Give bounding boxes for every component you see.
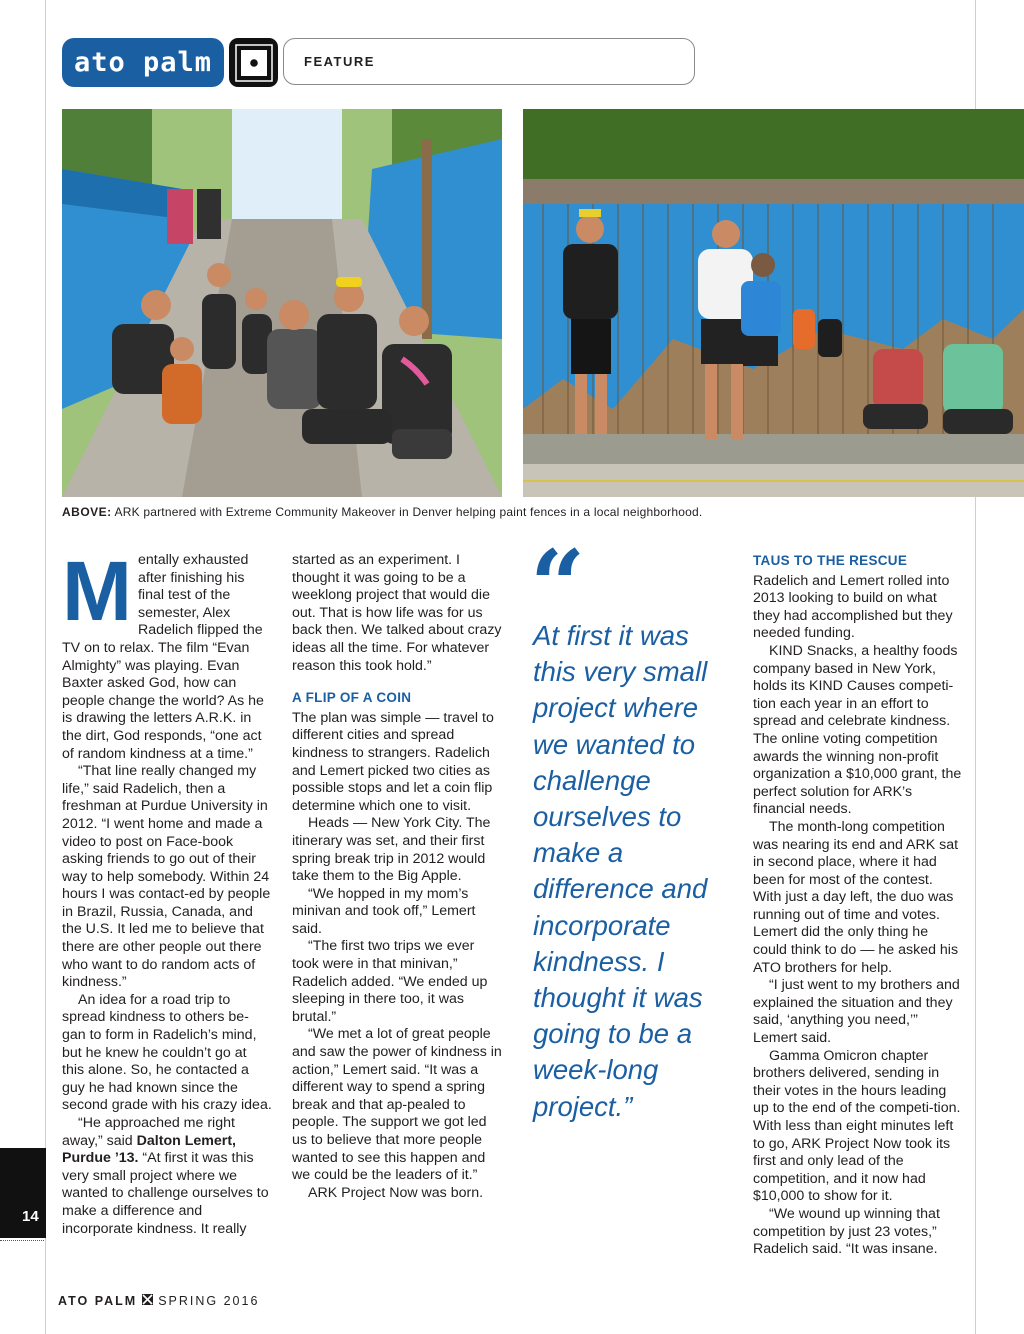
ato-cross-badge-icon bbox=[229, 38, 278, 87]
article-column-4 bbox=[753, 552, 965, 1259]
ato-palm-logo bbox=[62, 38, 224, 87]
subhead-taus-to-rescue: TAUS TO THE RESCUE bbox=[753, 553, 908, 568]
caption-text: ARK partnered with Extreme Community Makeover in Denver helping paint fences in a local neighborhood. bbox=[111, 505, 703, 519]
page-number: 14 bbox=[22, 1208, 39, 1225]
dotted-divider bbox=[0, 1240, 44, 1241]
paragraph: Radelich and Lemert rolled into 2013 looking to build on what they had accomplished but they needed funding. bbox=[753, 572, 953, 642]
paragraph: “We hopped in my mom’s minivan and took off,” Lemert said. bbox=[292, 885, 476, 937]
paragraph: “I just went to my brothers and explained the situation and they said, ‘anything you need,’” Lemert said. bbox=[753, 977, 960, 1047]
paragraph: started as an experiment. I thought it was going to be a weeklong project that would die out. That is how life was for us back then. We talked about crazy ideas all the time. For whatever reason this took hold.” bbox=[292, 552, 502, 674]
pull-quote-mark: “ bbox=[530, 529, 586, 642]
paragraph: An idea for a road trip to spread kindness to others be-gan to form in Radelich’s mind, but he knew he couldn’t go at this alone. So, he contacted a guy he had known since the second grade with his crazy idea. bbox=[62, 991, 272, 1114]
paragraph bbox=[62, 1115, 272, 1238]
paragraph: Heads — New York City. The itinerary was set, and their first spring break trip in 2012 would take them to the Big Apple. bbox=[292, 815, 491, 885]
photo-group-in-alley bbox=[62, 109, 502, 497]
pull-quote: At first it was this very small project where we wanted to challenge ourselves to make a difference and incorporate kindness. I thought it was going to be a week-long project.” bbox=[533, 620, 708, 1122]
article-column-1 bbox=[62, 544, 272, 1238]
paragraph: entally exhausted after finishing his final test of the semester, Alex Radelich flipped the TV on to relax. The film “Evan Almighty” was playing. Evan Baxter asked God, how can people change the world? As he is drawing the letters A.R.K. in the dirt, God responds, “one act of random kindness at a time.” bbox=[62, 552, 264, 762]
photo-caption bbox=[62, 505, 962, 519]
paragraph: ARK Project Now was born. bbox=[308, 1184, 484, 1201]
section-label-box bbox=[283, 38, 695, 85]
paragraph: The plan was simple — travel to different cities and spread kindness to strangers. Radelich and Lemert picked two cities as possible stops and let a coin flip determine which one to visit. bbox=[292, 709, 494, 814]
text-run: “At first it was this very small project where we wanted to challenge ourselves to make a difference and incorporate kindness. It really bbox=[62, 1150, 269, 1237]
paragraph: “That line really changed my life,” said Radelich, then a freshman at Purdue University in 2012. “I went home and made a video to post on Face-book asking friends to go out of their way to help somebody. Within 24 hours I was contact-ed by people in Brazil, Russia, Canada, and the U.S. It led me to believe that there are other people out there who want to do random acts of kindness.” bbox=[62, 763, 271, 991]
footer-issue: SPRING 2016 bbox=[158, 1294, 260, 1308]
page-footer bbox=[58, 1294, 259, 1308]
brand-wordmark: ato palm bbox=[73, 47, 213, 78]
paragraph: “The first two trips we ever took were in that minivan,” Radelich added. “We ended up sleeping in there too, it was brutal.” bbox=[292, 938, 488, 1025]
paragraph: “We wound up winning that competition by just 23 votes,” Radelich said. “It was insane. bbox=[753, 1205, 940, 1258]
photo-painting-fence bbox=[523, 109, 1024, 497]
drop-cap: M bbox=[62, 544, 132, 638]
article-column-2 bbox=[292, 552, 504, 1202]
subhead-flip-of-coin: A FLIP OF A COIN bbox=[292, 690, 412, 706]
paragraph: Gamma Omicron chapter brothers delivered, sending in their votes in the hours leading up to the end of the competi-tion. With less than eight minutes left to go, ARK Project Now took its first and only lead of the competition, and it now had $10,000 to show for it. bbox=[753, 1047, 961, 1205]
paragraph: The month-long competition was nearing its end and ARK sat in second place, where it had been for most of the contest. With just a day left, the duo was running out of time and votes. Lemert did the only thing he could think to do — he asked his ATO brothers for help. bbox=[753, 818, 959, 976]
paragraph: “We met a lot of great people and saw the power of kindness in action,” Lemert said. “It was a different way to spend a spring break and that ap-pealed to people. The support we got led us to believe that more people wanted to see this happen and we could be the leaders of it.” bbox=[292, 1026, 502, 1184]
caption-lead: ABOVE: bbox=[62, 505, 112, 519]
text-run: “He approached me right away,” said bbox=[62, 1115, 235, 1149]
ato-cross-small-icon bbox=[142, 1294, 153, 1308]
section-label: FEATURE bbox=[304, 54, 375, 69]
left-margin-rule bbox=[45, 0, 46, 1334]
person-credit: Dalton Lemert, Purdue ’13. bbox=[62, 1132, 236, 1167]
paragraph: KIND Snacks, a healthy foods company based in New York, holds its KIND Causes competi-tion each year in an effort to spread and celebrate kindness. The online voting competition awards the winning non-profit organization a $10,000 grant, the perfect solution for ARK’s financial needs. bbox=[753, 642, 962, 818]
footer-publication: ATO PALM bbox=[58, 1294, 138, 1308]
